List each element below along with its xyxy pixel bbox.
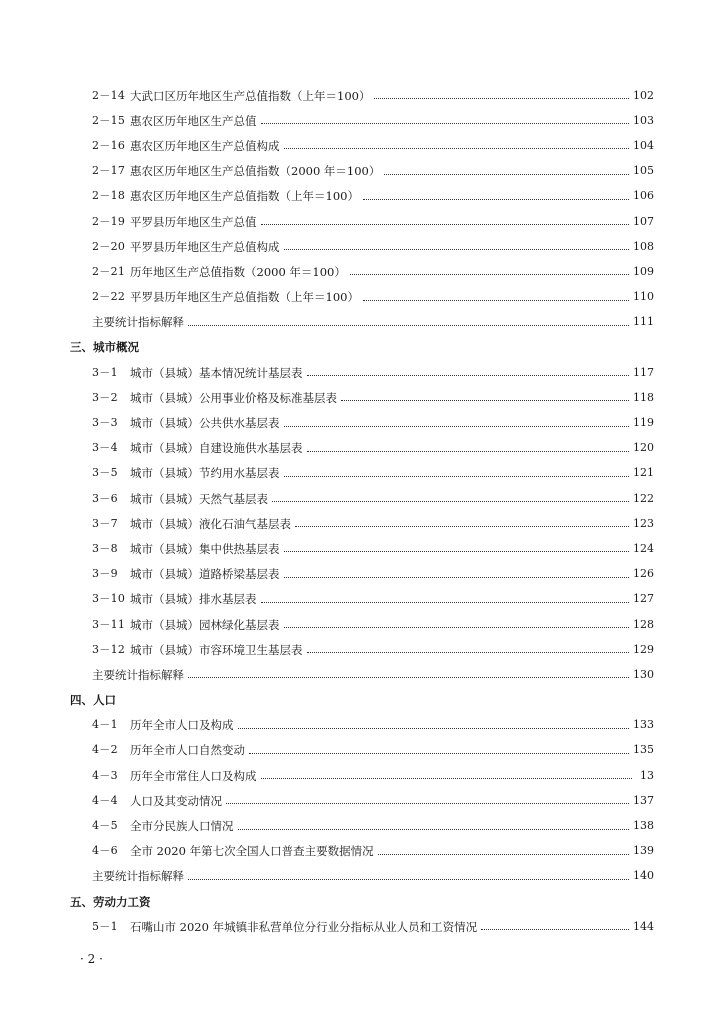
entry-title: 石嘴山市 2020 年城镇非私营单位分行业分指标从业人员和工资情况 <box>130 919 478 934</box>
entry-title: 平罗县历年地区生产总值指数（上年＝100） <box>130 290 359 305</box>
toc-entry <box>0 914 724 939</box>
entry-page-number: 117 <box>633 365 654 379</box>
dot-leader <box>284 243 630 250</box>
entry-title: 大武口区历年地区生产总值指数（上年＝100） <box>130 88 371 103</box>
entry-page-number: 126 <box>633 567 654 581</box>
toc-entry <box>0 133 724 158</box>
toc-entry <box>0 108 724 133</box>
entry-page-number: 139 <box>633 844 654 858</box>
toc-entry <box>0 461 724 486</box>
toc-entry <box>0 436 724 461</box>
toc-entry <box>0 612 724 637</box>
toc-note-entry <box>0 310 724 335</box>
dot-leader <box>307 646 630 653</box>
page-number-footer: · 2 · <box>80 952 103 966</box>
entry-title: 惠农区历年地区生产总值指数（上年＝100） <box>130 189 359 204</box>
toc-entry <box>0 83 724 108</box>
toc-entry <box>0 839 724 864</box>
dot-leader <box>341 394 629 401</box>
toc-entry <box>0 385 724 410</box>
entry-page-number: 138 <box>633 819 654 833</box>
dot-leader <box>363 294 629 301</box>
dot-leader <box>307 369 630 376</box>
entry-number: 4－6 <box>92 844 118 858</box>
entry-page-number: 137 <box>633 793 654 807</box>
entry-page-number: 102 <box>633 88 654 102</box>
entry-title: 人口及其变动情况 <box>130 793 222 808</box>
entry-title: 主要统计指标解释 <box>92 315 184 330</box>
entry-number: 3－5 <box>92 466 118 480</box>
entry-page-number: 121 <box>633 466 654 480</box>
entry-number: 3－2 <box>92 390 118 404</box>
toc-note-entry <box>0 864 724 889</box>
entry-number: 4－1 <box>92 718 118 732</box>
dot-leader <box>307 445 630 452</box>
entry-page-number: 106 <box>633 189 654 203</box>
section-heading <box>0 335 724 360</box>
entry-page-number: 110 <box>633 290 654 304</box>
entry-page-number: 122 <box>633 491 654 505</box>
entry-number: 2－17 <box>92 164 126 178</box>
dot-leader <box>384 168 629 175</box>
toc-entry <box>0 738 724 763</box>
entry-number: 3－8 <box>92 541 118 555</box>
dot-leader <box>226 797 629 804</box>
section-heading <box>0 688 724 713</box>
entry-page-number: 135 <box>633 743 654 757</box>
entry-title: 平罗县历年地区生产总值 <box>130 214 257 229</box>
entry-title: 全市分民族人口情况 <box>130 819 234 834</box>
dot-leader <box>188 319 629 326</box>
toc-entry <box>0 637 724 662</box>
entry-title: 城市（县城）公共供水基层表 <box>130 416 280 431</box>
toc-entry <box>0 562 724 587</box>
entry-number: 4－3 <box>92 768 118 782</box>
entry-number: 2－22 <box>92 290 126 304</box>
entry-title: 惠农区历年地区生产总值构成 <box>130 138 280 153</box>
entry-page-number: 140 <box>633 869 654 883</box>
dot-leader <box>284 470 630 477</box>
entry-number: 2－20 <box>92 239 126 253</box>
dot-leader <box>284 571 630 578</box>
dot-leader <box>261 117 630 124</box>
toc-entry <box>0 486 724 511</box>
entry-number: 4－2 <box>92 743 118 757</box>
table-of-contents <box>0 83 724 939</box>
dot-leader <box>249 747 629 754</box>
entry-page-number: 103 <box>633 113 654 127</box>
entry-page-number: 109 <box>633 264 654 278</box>
dot-leader <box>261 218 630 225</box>
entry-number: 3－9 <box>92 567 118 581</box>
entry-page-number: 133 <box>633 718 654 732</box>
entry-page-number: 123 <box>633 516 654 530</box>
entry-number: 3－1 <box>92 365 118 379</box>
entry-title: 历年全市人口及构成 <box>130 718 234 733</box>
entry-title: 惠农区历年地区生产总值指数（2000 年＝100） <box>130 164 381 179</box>
entry-number: 2－16 <box>92 138 126 152</box>
toc-entry <box>0 285 724 310</box>
entry-page-number: 127 <box>633 592 654 606</box>
entry-number: 2－21 <box>92 264 126 278</box>
toc-entry <box>0 587 724 612</box>
entry-page-number: 105 <box>633 164 654 178</box>
dot-leader <box>295 520 629 527</box>
entry-page-number: 118 <box>633 390 654 404</box>
dot-leader <box>374 92 629 99</box>
dot-leader <box>238 823 630 830</box>
dot-leader <box>272 495 629 502</box>
entry-title: 全市 2020 年第七次全国人口普查主要数据情况 <box>130 844 374 859</box>
entry-number: 2－18 <box>92 189 126 203</box>
entry-page-number: 13 <box>640 768 654 782</box>
toc-entry <box>0 360 724 385</box>
entry-page-number: 107 <box>633 214 654 228</box>
entry-title: 城市（县城）液化石油气基层表 <box>130 516 291 531</box>
entry-title: 城市（县城）基本情况统计基层表 <box>130 365 303 380</box>
toc-entry <box>0 410 724 435</box>
entry-number: 3－10 <box>92 592 126 606</box>
dot-leader <box>284 545 630 552</box>
toc-entry <box>0 511 724 536</box>
entry-number: 3－3 <box>92 416 118 430</box>
toc-entry <box>0 788 724 813</box>
entry-title: 历年全市人口自然变动 <box>130 743 245 758</box>
section-title: 四、人口 <box>70 693 116 708</box>
dot-leader <box>284 142 630 149</box>
entry-title: 城市（县城）集中供热基层表 <box>130 541 280 556</box>
entry-page-number: 111 <box>633 315 654 329</box>
toc-entry <box>0 763 724 788</box>
entry-page-number: 119 <box>633 416 654 430</box>
entry-number: 2－19 <box>92 214 126 228</box>
entry-page-number: 120 <box>633 441 654 455</box>
entry-page-number: 130 <box>633 667 654 681</box>
toc-note-entry <box>0 662 724 687</box>
entry-number: 4－4 <box>92 793 118 807</box>
section-title: 五、劳动力工资 <box>70 894 151 909</box>
dot-leader <box>188 671 629 678</box>
toc-entry <box>0 813 724 838</box>
entry-title: 城市（县城）自建设施供水基层表 <box>130 441 303 456</box>
dot-leader <box>284 420 630 427</box>
toc-entry <box>0 713 724 738</box>
dot-leader <box>378 848 629 855</box>
entry-title: 城市（县城）节约用水基层表 <box>130 466 280 481</box>
entry-title: 城市（县城）市容环境卫生基层表 <box>130 642 303 657</box>
dot-leader <box>363 193 629 200</box>
entry-title: 城市（县城）公用事业价格及标准基层表 <box>130 390 337 405</box>
entry-number: 2－15 <box>92 113 126 127</box>
toc-entry <box>0 159 724 184</box>
entry-number: 3－6 <box>92 491 118 505</box>
toc-entry <box>0 184 724 209</box>
entry-title: 城市（县城）道路桥梁基层表 <box>130 567 280 582</box>
entry-page-number: 104 <box>633 138 654 152</box>
entry-title: 城市（县城）天然气基层表 <box>130 491 268 506</box>
dot-leader <box>481 923 629 930</box>
entry-page-number: 108 <box>633 239 654 253</box>
toc-entry <box>0 259 724 284</box>
entry-title: 城市（县城）排水基层表 <box>130 592 257 607</box>
section-heading <box>0 889 724 914</box>
dot-leader <box>350 268 629 275</box>
entry-title: 城市（县城）园林绿化基层表 <box>130 617 280 632</box>
entry-title: 历年地区生产总值指数（2000 年＝100） <box>130 264 346 279</box>
toc-entry <box>0 536 724 561</box>
entry-page-number: 129 <box>633 642 654 656</box>
section-title: 三、城市概况 <box>70 340 139 355</box>
entry-title: 主要统计指标解释 <box>92 869 184 884</box>
entry-number: 3－12 <box>92 642 126 656</box>
toc-entry <box>0 209 724 234</box>
entry-page-number: 124 <box>633 541 654 555</box>
toc-entry <box>0 234 724 259</box>
dot-leader <box>261 772 633 779</box>
entry-title: 惠农区历年地区生产总值 <box>130 113 257 128</box>
entry-page-number: 144 <box>633 919 654 933</box>
entry-number: 3－4 <box>92 441 118 455</box>
entry-number: 2－14 <box>92 88 126 102</box>
dot-leader <box>284 621 630 628</box>
entry-number: 3－7 <box>92 516 118 530</box>
entry-title: 平罗县历年地区生产总值构成 <box>130 239 280 254</box>
entry-title: 历年全市常住人口及构成 <box>130 768 257 783</box>
entry-number: 5－1 <box>92 919 118 933</box>
entry-number: 4－5 <box>92 819 118 833</box>
dot-leader <box>238 722 630 729</box>
entry-page-number: 128 <box>633 617 654 631</box>
dot-leader <box>188 873 629 880</box>
dot-leader <box>261 596 630 603</box>
entry-number: 3－11 <box>92 617 126 631</box>
entry-title: 主要统计指标解释 <box>92 667 184 682</box>
